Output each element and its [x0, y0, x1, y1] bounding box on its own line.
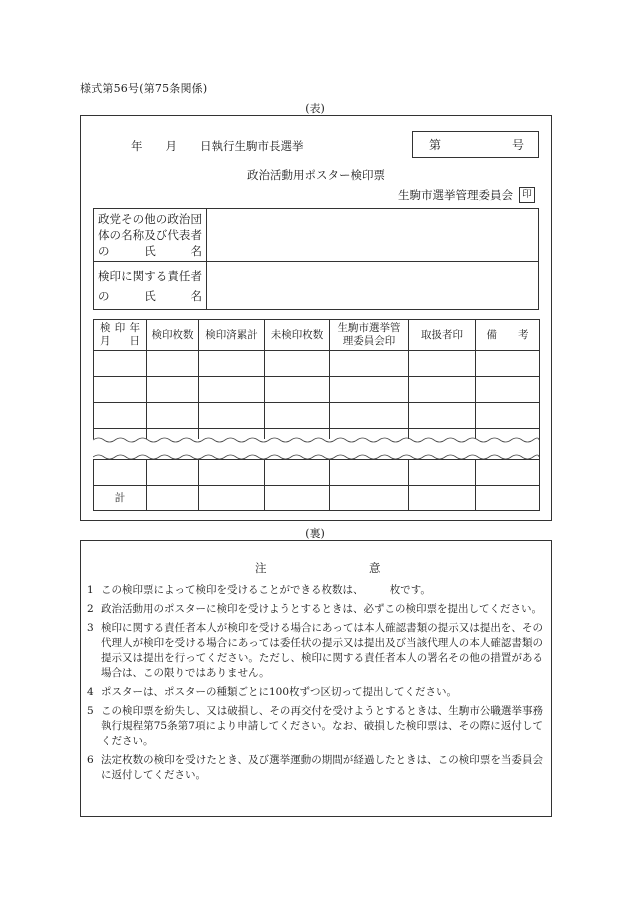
table-row — [94, 403, 540, 429]
table-cell — [94, 429, 147, 460]
table-cell[interactable] — [199, 486, 265, 511]
back-panel — [80, 540, 552, 817]
notice-list — [81, 579, 551, 783]
table-cell[interactable] — [147, 486, 199, 511]
table-cell[interactable] — [330, 403, 409, 429]
table-cell[interactable] — [330, 486, 409, 511]
stamp-log-table — [93, 319, 540, 511]
notice-heading-right: 意 — [369, 561, 381, 575]
note-text: この検印票によって検印を受けることができる枚数は、 枚です。 — [101, 584, 431, 596]
back-side-label: (裏) — [305, 527, 325, 540]
log-header-date: 検印年月日 — [94, 320, 147, 351]
applicant-info-table — [93, 208, 539, 310]
table-cell[interactable] — [199, 377, 265, 403]
table-cell — [330, 429, 409, 460]
table-cell[interactable] — [409, 460, 476, 486]
info-row-responsible — [94, 262, 539, 310]
table-cell[interactable] — [94, 351, 147, 377]
table-cell[interactable] — [476, 460, 540, 486]
table-cell[interactable] — [476, 377, 540, 403]
table-row — [94, 460, 540, 486]
table-cell[interactable] — [409, 486, 476, 511]
note-number: 1 — [87, 584, 94, 596]
number-suffix: 号 — [511, 138, 524, 152]
info-label-party: 政党その他の政治団体の名称及び代表者の氏名 — [94, 209, 207, 262]
table-cell[interactable] — [265, 377, 330, 403]
info-value-party[interactable] — [207, 209, 539, 262]
election-date-line: 年 月 日執行生駒市長選挙 — [131, 139, 304, 153]
table-cell[interactable] — [265, 351, 330, 377]
table-cell[interactable] — [94, 460, 147, 486]
table-cell[interactable] — [409, 403, 476, 429]
table-row — [94, 351, 540, 377]
table-cell — [199, 429, 265, 460]
table-cell[interactable] — [476, 351, 540, 377]
table-cell — [265, 429, 330, 460]
note-text: 法定枚数の検印を受けたとき、及び選挙運動の期間が経過したときは、この検印票を当委員会に返付してください。 — [101, 754, 543, 781]
number-prefix: 第 — [429, 138, 442, 152]
log-header-remarks: 備 考 — [476, 320, 540, 351]
notice-heading-left: 注 — [255, 561, 267, 575]
log-total-row — [94, 486, 540, 511]
table-cell[interactable] — [199, 351, 265, 377]
table-cell — [147, 429, 199, 460]
table-cell[interactable] — [330, 351, 409, 377]
seal-mark: 印 — [519, 187, 535, 203]
table-cell[interactable] — [147, 460, 199, 486]
list-item — [87, 753, 543, 783]
table-row — [94, 377, 540, 403]
info-row-party — [94, 209, 539, 262]
list-item — [87, 602, 543, 617]
table-cell[interactable] — [199, 460, 265, 486]
log-header-count: 検印枚数 — [147, 320, 199, 351]
table-row-break — [94, 429, 540, 460]
table-cell[interactable] — [147, 351, 199, 377]
note-number: 4 — [87, 686, 94, 698]
list-item — [87, 583, 543, 598]
table-cell[interactable] — [199, 403, 265, 429]
note-text: この検印票を紛失し、又は破損し、その再交付を受けようとするときは、生駒市公職選挙事務執行規程第75条第7項により申請してください。なお、破損した検印票は、その際に返付してください。 — [101, 705, 543, 747]
table-cell[interactable] — [94, 403, 147, 429]
log-header-handler-seal: 取扱者印 — [409, 320, 476, 351]
log-header-row — [94, 320, 540, 351]
note-number: 5 — [87, 705, 94, 717]
table-cell[interactable] — [330, 460, 409, 486]
list-item — [87, 704, 543, 749]
table-cell[interactable] — [409, 351, 476, 377]
ticket-title: 政治活動用ポスター検印票 — [247, 168, 385, 182]
log-header-committee-seal: 生駒市選挙管理委員会印 — [330, 320, 409, 351]
note-number: 3 — [87, 622, 94, 634]
committee-line — [398, 187, 535, 203]
note-text: 検印に関する責任者本人が検印を受ける場合にあっては本人確認書類の提示又は提出を、その代理人が検印を受ける場合にあっては委任状の提示又は提出及び当該代理人の本人確認書類の提示又は提出を行ってください。ただし、検印に関する責任者本人の署名その他の措置がある場合は、この限りではありません。 — [101, 622, 543, 679]
table-cell[interactable] — [409, 377, 476, 403]
front-side-label: (表) — [305, 102, 325, 115]
table-cell[interactable] — [265, 460, 330, 486]
table-cell — [409, 429, 476, 460]
note-text: 政治活動用のポスターに検印を受けようとするときは、必ずこの検印票を提出してください。 — [101, 603, 542, 615]
list-item — [87, 685, 543, 700]
front-panel — [80, 115, 552, 521]
table-cell[interactable] — [330, 377, 409, 403]
log-header-unstamped: 未検印枚数 — [265, 320, 330, 351]
table-cell[interactable] — [476, 403, 540, 429]
log-total-label: 計 — [94, 486, 147, 511]
log-header-cumulative: 検印済累計 — [199, 320, 265, 351]
table-cell[interactable] — [265, 403, 330, 429]
table-cell[interactable] — [265, 486, 330, 511]
committee-name: 生駒市選挙管理委員会 — [398, 188, 513, 202]
list-item — [87, 621, 543, 681]
info-value-responsible[interactable] — [207, 262, 539, 310]
info-label-responsible: 検印に関する責任者の氏名 — [94, 262, 207, 310]
table-cell — [476, 429, 540, 460]
table-cell[interactable] — [94, 377, 147, 403]
table-cell[interactable] — [147, 377, 199, 403]
note-number: 6 — [87, 754, 94, 766]
table-cell[interactable] — [147, 403, 199, 429]
note-text: ポスターは、ポスターの種類ごとに100枚ずつ区切って提出してください。 — [101, 686, 458, 698]
table-cell[interactable] — [476, 486, 540, 511]
ticket-number-box[interactable] — [412, 131, 539, 158]
note-number: 2 — [87, 603, 94, 615]
form-number-label: 様式第56号(第75条関係) — [80, 82, 208, 95]
